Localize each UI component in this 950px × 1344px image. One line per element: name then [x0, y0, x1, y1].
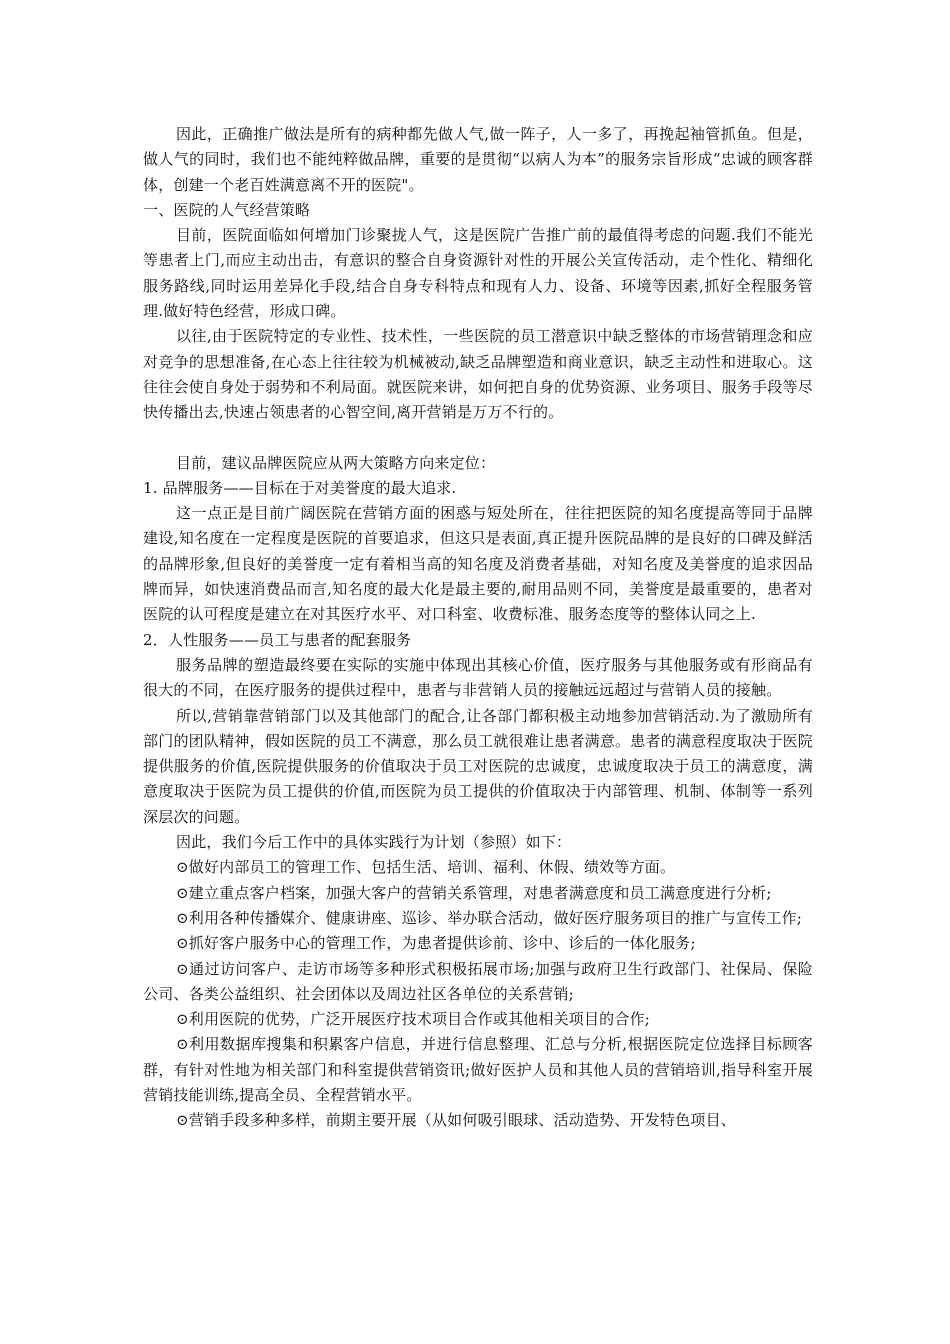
list-item: ⊙利用医院的优势，广泛开展医疗技术项目合作或其他相关项目的合作; [176, 1010, 651, 1029]
blank-line [143, 426, 813, 451]
document-body [143, 122, 813, 1134]
paragraph: 服务品牌的塑造最终要在实际的实施中体现出其核心价值，医疗服务与其他服务或有形商品有很大的不同，在医疗服务的提供过程中，患者与非营销人员的接触远远超过与营销人员的接触。 [143, 655, 813, 700]
paragraph: 因此，我们今后工作中的具体实践行为计划（参照）如下： [176, 833, 572, 852]
list-item: ⊙通过访问客户、走访市场等多种形式积极拓展市场;加强与政府卫生行政部门、社保局、保险公司、各类公益组织、社会团体以及周边社区各单位的关系营销; [143, 959, 813, 1003]
list-item: ⊙建立重点客户档案，加强大客户的营销关系管理，对患者满意度和员工满意度进行分析; [176, 883, 772, 902]
paragraph: 所以,营销靠营销部门以及其他部门的配合,让各部门都积极主动地参加营销活动.为了激励所有部门的团队精神，假如医院的员工不满意，那么员工就很难让患者满意。患者的满意程度取决于医院提供服务的价值,医院提供服务的价值取决于员工对医院的忠诚度，忠诚度取决于员工的满意度，满意度取决于医院为员工提供的价值,而医院为员工提供的价值取决于内部管理、机制、体制等一系列深层次的问题。 [143, 706, 813, 826]
list-item: ⊙利用数据库搜集和积累客户信息，并进行信息整理、汇总与分析,根据医院定位选择目标顾客群，有针对性地为相关部门和科室提供营销资讯;做好医护人员和其他人员的营销培训,指导科室开展营销技能训练,提高全员、全程营销水平。 [143, 1035, 813, 1104]
list-item: ⊙做好内部员工的管理工作、包括生活、培训、福利、休假、绩效等方面。 [176, 858, 676, 877]
paragraph: 目前，医院面临如何增加门诊聚拢人气，这是医院广告推广前的最值得考虑的问题.我们不能光等患者上门,而应主动出击，有意识的整合自身资源针对性的开展公关宣传活动，走个性化、精细化服务路线,同时运用差异化手段,结合自身专科特点和现有人力、设备、环境等因素,抓好全程服务管理.做好特色经营，形成口碑。 [143, 226, 813, 321]
section-heading-popularity-strategy: 一、医院的人气经营策略 [143, 200, 311, 219]
list-item: ⊙抓好客户服务中心的管理工作，为患者提供诊前、诊中、诊后的一体化服务; [176, 934, 696, 953]
paragraph: 这一点正是目前广阔医院在营销方面的困惑与短处所在，往往把医院的知名度提高等同于品牌建设,知名度在一定程度是医院的首要追求，但这只是表面,真正提升医院品牌的是良好的口碑及鲜活的品牌形象,但良好的美誉度一定有着相当高的知名度及消费者基础，对知名度及美誉度的追求因品牌而异，如快速消费品而言,知名度的最大化是最主要的,耐用品则不同，美誉度是最重要的，患者对医院的认可程度是建立在对其医疗水平、对口科室、收费标准、服务态度等的整体认同之上. [143, 504, 813, 624]
list-item: ⊙利用各种传播媒介、健康讲座、巡诊、举办联合活动，做好医疗服务项目的推广与宣传工作; [176, 908, 803, 927]
subheading-humane-service: 2．人性服务——员工与患者的配套服务 [143, 630, 412, 649]
paragraph: 以往,由于医院特定的专业性、技术性，一些医院的员工潜意识中缺乏整体的市场营销理念和应对竞争的思想准备,在心态上往往较为机械被动,缺乏品牌塑造和商业意识，缺乏主动性和进取心。这往往会使自身处于弱势和不利局面。就医院来讲，如何把自身的优势资源、业务项目、服务手段等尽快传播出去,快速占领患者的心智空间,离开营销是万万不行的。 [143, 327, 813, 422]
paragraph: 目前，建议品牌医院应从两大策略方向来定位： [176, 453, 496, 472]
paragraph-intro: 因此，正确推广做法是所有的病种都先做人气,做一阵子，人一多了，再挽起袖管抓鱼。但是，做人气的同时，我们也不能纯粹做品牌，重要的是贯彻“以病人为本”的服务宗旨形成“忠诚的顾客群体，创建一个老百姓满意离不开的医院"。 [143, 125, 813, 194]
list-item: ⊙营销手段多种多样，前期主要开展（从如何吸引眼球、活动造势、开发特色项目、 [176, 1111, 736, 1130]
subheading-brand-service: 1. 品牌服务——目标在于对美誉度的最大追求. [143, 478, 457, 497]
